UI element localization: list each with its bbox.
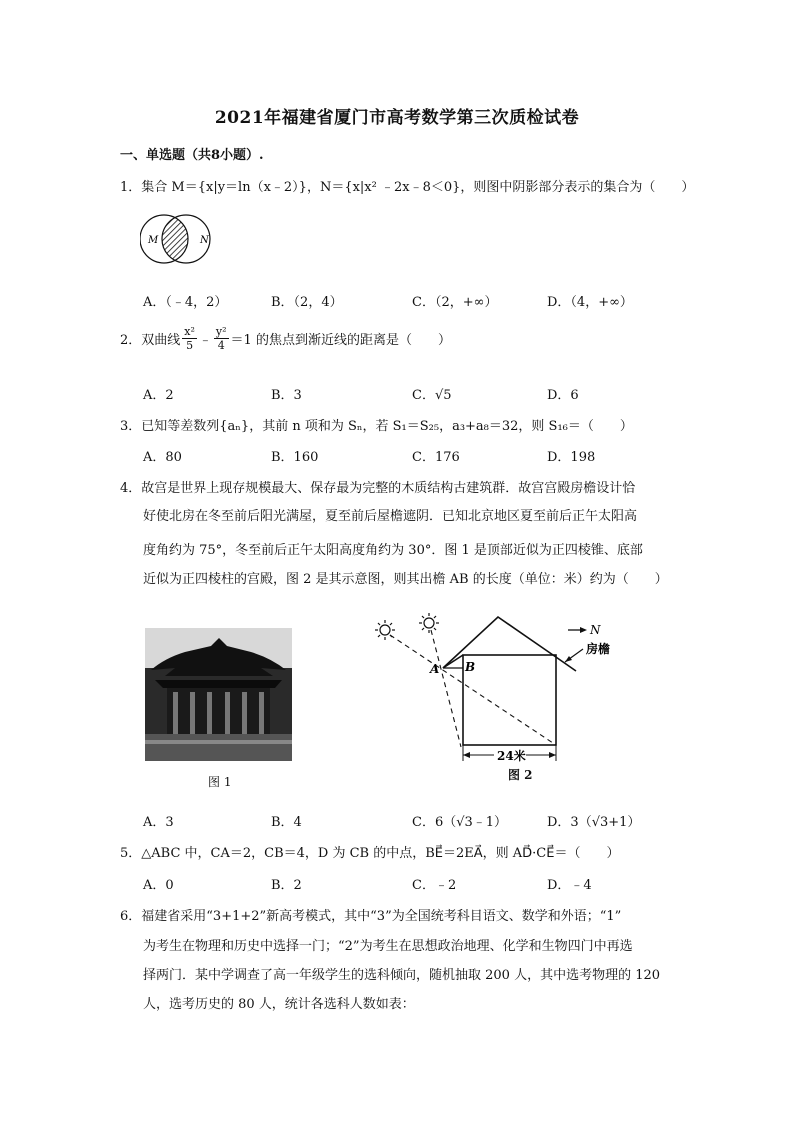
- question-6-line-3: 择两门．某中学调查了高一年级学生的选科倾向，随机抽取 200 人，其中选考物理的 120: [143, 968, 661, 983]
- q3-option-b: B．160: [271, 450, 319, 465]
- q4-option-d: D．3（√3+1）: [547, 815, 641, 830]
- question-1-text: 1．集合 M＝{x|y＝ln（x﹣2）}，N＝{x|x² ﹣2x﹣8＜0}，则图中阴影部分表示的集合为（ ）: [120, 180, 695, 195]
- palace-photo: [145, 628, 292, 761]
- venn-label-n: N: [200, 235, 209, 246]
- question-5-text: 5．△ABC 中，CA＝2，CB＝4，D 为 CB 的中点，BE⃗＝2EA⃗，则 AD⃗·CE⃗＝（ ）: [120, 846, 620, 861]
- question-6-line-4: 人，选考历史的 80 人，统计各选科人数如表：: [143, 997, 415, 1012]
- venn-diagram: [140, 206, 220, 272]
- question-3-text: 3．已知等差数列{aₙ}，其前 n 项和为 Sₙ，若 S₁＝S₂₅，a₃+a₈＝32，则 S₁₆＝（ ）: [120, 419, 633, 434]
- q5-option-d: D．﹣4: [547, 878, 592, 893]
- q5-option-c: C．﹣2: [412, 878, 457, 893]
- sun-ray-winter: [390, 635, 556, 745]
- q4-option-b: B．4: [271, 815, 302, 830]
- question-6-line-2: 为考生在物理和历史中选择一门；“2”为考生在思想政治地理、化学和生物四门中再选: [143, 939, 633, 954]
- q4-option-a: A．3: [143, 815, 174, 830]
- sun-ray-summer: [431, 630, 461, 747]
- q3-option-a: A．80: [143, 450, 182, 465]
- eave-label: 房檐: [586, 642, 611, 656]
- north-label: N: [590, 623, 601, 637]
- q2-fraction-x: [182, 325, 197, 352]
- q2-prefix: 2．双曲线: [120, 333, 181, 348]
- q1-option-c: C．（2，+∞）: [412, 295, 498, 310]
- venn-label-m: M: [148, 235, 159, 246]
- q2-suffix: ＝1 的焦点到渐近线的距离是（ ）: [230, 333, 451, 348]
- q1-option-b: B．（2，4）: [271, 295, 343, 310]
- question-4-line-2: 好使北房在冬至前后阳光满屋，夏至前后屋檐遮阴．已知北京地区夏至前后正午太阳高: [143, 509, 638, 524]
- figure-1-caption: 图 1: [208, 775, 232, 789]
- palace-silhouette: [145, 628, 292, 761]
- point-b-label: B: [465, 660, 476, 674]
- q5-option-b: B．2: [271, 878, 302, 893]
- q4-option-c: C．6（√3﹣1）: [412, 815, 508, 830]
- q2-five: 5: [186, 339, 194, 352]
- question-2-text: [120, 325, 451, 352]
- figure-2-caption: 图 2: [508, 768, 533, 782]
- q2-fraction-y: [214, 325, 229, 352]
- dimension-label: 24米: [497, 749, 526, 763]
- point-a-label: A: [430, 662, 440, 676]
- sun-icon: [419, 613, 439, 633]
- figure-2-diagram: [368, 605, 640, 785]
- question-4-line-4: 近似为正四棱柱的宫殿，图 2 是其示意图，则其出檐 AB 的长度（单位：米）约为（ ）: [143, 572, 668, 587]
- question-4-line-1: 4．故宫是世界上现存规模最大、保存最为完整的木质结构古建筑群．故宫宫殿房檐设计恰: [120, 481, 636, 496]
- q2-y2: y²: [215, 325, 227, 338]
- q1-option-a: A．（﹣4，2）: [143, 295, 228, 310]
- q2-option-a: A．2: [143, 388, 174, 403]
- question-6-line-1: 6．福建省采用“3+1+2”新高考模式，其中“3”为全国统考科目语文、数学和外语；“1”: [120, 909, 622, 924]
- q2-minus: ﹣: [198, 333, 212, 348]
- q2-option-d: D．6: [547, 388, 579, 403]
- q1-option-d: D．（4，+∞）: [547, 295, 633, 310]
- q2-four: 4: [217, 339, 225, 352]
- q3-option-c: C．176: [412, 450, 460, 465]
- building-body: [463, 655, 556, 745]
- sun-icon: [375, 620, 395, 640]
- eave-left: [443, 655, 463, 668]
- q2-x2: x²: [184, 325, 195, 338]
- question-4-line-3: 度角约为 75°，冬至前后正午太阳高度角约为 30°．图 1 是顶部近似为正四棱锥、底部: [143, 543, 643, 558]
- q3-option-d: D．198: [547, 450, 596, 465]
- section-heading: 一、单选题（共8小题）.: [120, 148, 264, 163]
- q2-option-c: C．√5: [412, 388, 452, 403]
- page-title: 2021年福建省厦门市高考数学第三次质检试卷: [214, 108, 580, 128]
- q5-option-a: A．0: [143, 878, 174, 893]
- q2-option-b: B．3: [271, 388, 302, 403]
